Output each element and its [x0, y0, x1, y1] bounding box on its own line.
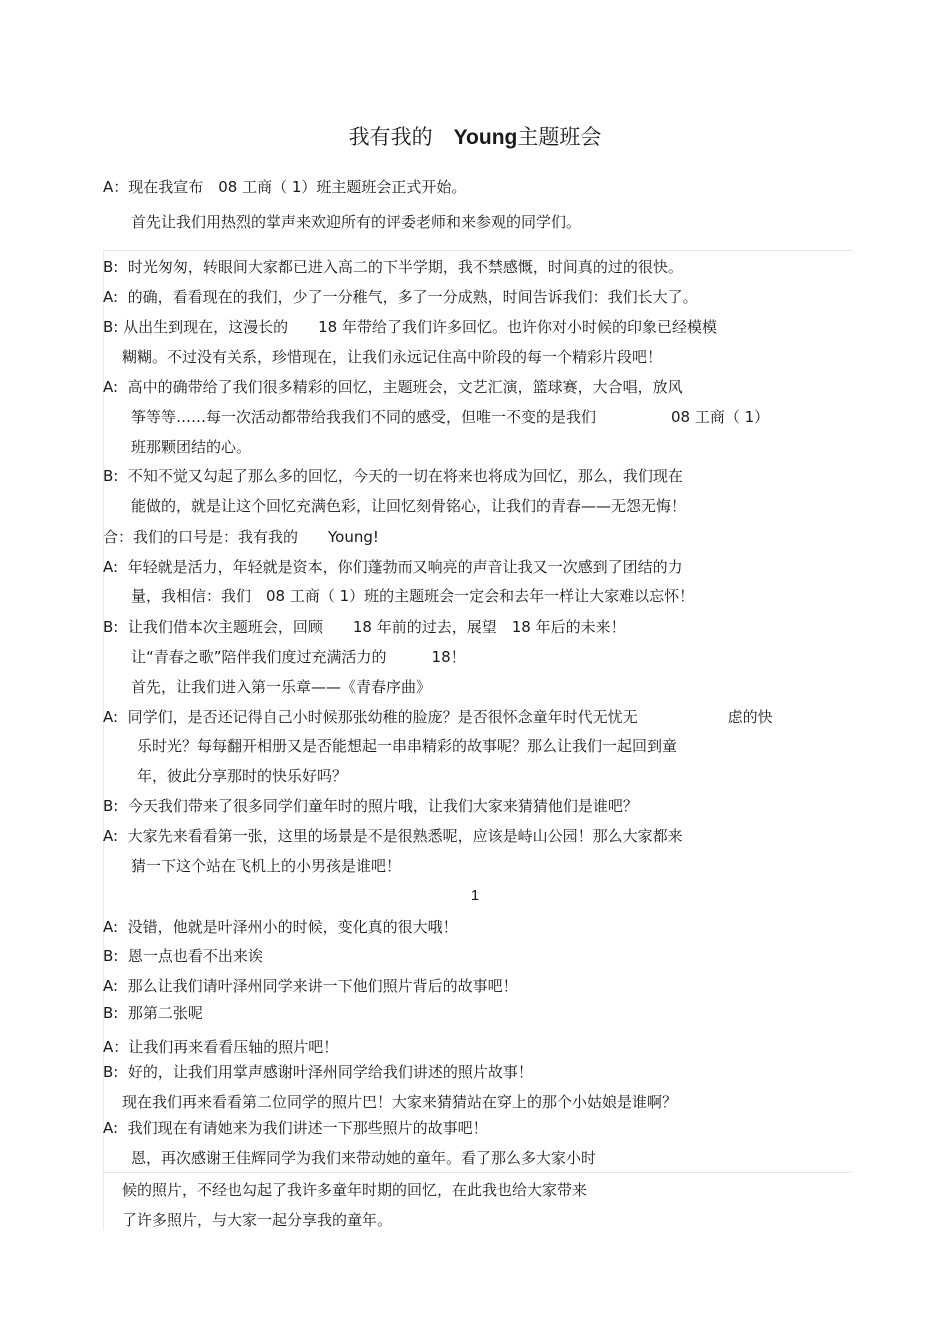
margin-line: [103, 250, 104, 1230]
divider-line: [103, 250, 851, 251]
script-line: 恩，再次感谢王佳辉同学为我们来带动她的童年。看了那么多大家小时: [131, 1149, 597, 1167]
page-number: 1: [470, 887, 480, 904]
script-line: B: 今天我们带来了很多同学们童年时的照片哦，让我们大家来猜猜他们是谁吧？: [103, 797, 638, 815]
title-english: Young: [453, 126, 518, 149]
title-prefix: 我有我的: [348, 125, 433, 149]
script-line: 班那颗团结的心。: [131, 438, 252, 456]
script-line: 首先，让我们进入第一乐章——《青春序曲》: [131, 678, 432, 696]
script-line: 能做的，就是让这个回忆充满色彩，让回忆刻骨铭心，让我们的青春——无怨无悔！: [131, 497, 687, 515]
script-line: 合：我们的口号是：我有我的 Young!: [103, 528, 379, 546]
divider-line: [103, 1172, 851, 1173]
title-suffix: 主题班会: [517, 125, 602, 149]
script-line: 现在我们再来看看第二位同学的照片巴！大家来猜猜站在穿上的那个小姑娘是谁啊？: [122, 1093, 678, 1111]
script-line: 年，彼此分享那时的快乐好吗？: [137, 767, 348, 785]
script-line: A: 我们现在有请她来为我们讲述一下那些照片的故事吧！: [103, 1119, 488, 1137]
script-line: 让“青春之歌”陪伴我们度过充满活力的 18！: [131, 648, 466, 666]
script-line: B: 好的，让我们用掌声感谢叶泽州同学给我们讲述的照片故事！: [103, 1063, 533, 1081]
script-line: A: 同学们，是否还记得自己小时候那张幼稚的脸庞？是否很怀念童年时代无忧无 虑的快: [103, 708, 773, 726]
script-line: A: 高中的确带给了我们很多精彩的回忆，主题班会，文艺汇演，篮球赛，大合唱，放风: [103, 378, 683, 396]
script-line: A：让我们再来看看压轴的照片吧！: [103, 1038, 339, 1056]
script-line: B: 让我们借本次主题班会，回顾 18 年前的过去，展望 18 年后的未来！: [103, 618, 626, 636]
script-line: B: 时光匆匆，转眼间大家都已进入高二的下半学期，我不禁感慨，时间真的过的很快。: [103, 258, 683, 276]
script-line: A: 没错，他就是叶泽州小的时候，变化真的很大哦！: [103, 918, 458, 936]
script-line: B: 那第二张呢: [103, 1004, 203, 1022]
script-line: 量，我相信：我们 08 工商（ 1）班的主题班会一定会和去年一样让大家难以忘怀！: [131, 587, 695, 605]
script-line: A: 年轻就是活力，年轻就是资本，你们蓬勃而又响亮的声音让我又一次感到了团结的力: [103, 558, 683, 576]
script-line: A: 那么让我们请叶泽州同学来讲一下他们照片背后的故事吧！: [103, 977, 518, 995]
script-line: 首先让我们用热烈的掌声来欢迎所有的评委老师和来参观的同学们。: [131, 213, 582, 231]
script-line: B: 恩一点也看不出来诶: [103, 947, 263, 965]
script-line: A: 的确，看看现在的我们，少了一分稚气，多了一分成熟，时间告诉我们：我们长大了。: [103, 288, 698, 306]
script-line: 猜一下这个站在飞机上的小男孩是谁吧！: [131, 857, 402, 875]
document-title: [0, 121, 950, 151]
script-line: 糊糊。不过没有关系，珍惜现在，让我们永远记住高中阶段的每一个精彩片段吧！: [122, 348, 663, 366]
script-line: 了许多照片，与大家一起分享我的童年。: [122, 1211, 393, 1229]
script-line: 候的照片，不经也勾起了我许多童年时期的回忆，在此我也给大家带来: [122, 1181, 588, 1199]
script-line: A：现在我宣布 08 工商（ 1）班主题班会正式开始。: [103, 178, 467, 196]
script-line: 乐时光？每每翻开相册又是否能想起一串串精彩的故事呢？那么让我们一起回到童: [137, 737, 678, 755]
script-line: A: 大家先来看看第一张，这里的场景是不是很熟悉呢，应该是峙山公园！那么大家都来: [103, 827, 683, 845]
script-line: B: 不知不觉又勾起了那么多的回忆，今天的一切在将来也将成为回忆，那么，我们现在: [103, 467, 683, 485]
script-line: 筝等等……每一次活动都带给我我们不同的感受，但唯一不变的是我们 08 工商（ 1）: [131, 408, 770, 426]
script-line: B: 从出生到现在，这漫长的 18 年带给了我们许多回忆。也许你对小时候的印象已经模模: [103, 318, 717, 336]
